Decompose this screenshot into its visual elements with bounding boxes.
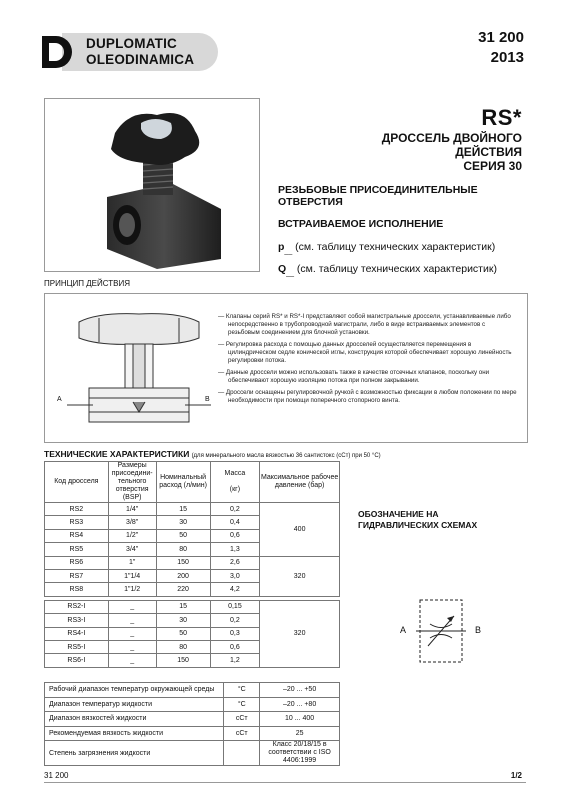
pressure-note: (см. таблицу технических характеристик) xyxy=(295,241,496,253)
principle-point: — Клапаны серий RS* и RS*-I представляют собой магистральные дроссели, устанавливаемые либо непосредственно в трубопроводной магистрали, либо в виде встраиваемых элементов с резьбовым соединением для блочной установки. xyxy=(218,313,511,336)
cell-size: _ xyxy=(108,600,156,613)
cell-flow: 80 xyxy=(156,640,210,653)
cell-param: Диапазон температур жидкости xyxy=(45,697,224,712)
footer-document-number: 31 200 xyxy=(44,771,69,780)
table-row xyxy=(45,556,340,569)
cell-pressure: 320 xyxy=(260,600,340,667)
cell-code: RS6 xyxy=(45,556,109,569)
table-row xyxy=(45,683,340,698)
symbol-heading-line-2: ГИДРАВЛИЧЕСКИХ СХЕМАХ xyxy=(358,520,478,530)
principle-point: — Данные дроссели можно использовать также в качестве отсечных клапанов, поскольку они обеспечивают хорошую изоляцию потока при полном закрывании. xyxy=(218,369,490,384)
cell-size: 1" xyxy=(108,556,156,569)
symbol-port-b-label: B xyxy=(475,625,482,635)
cell-flow: 200 xyxy=(156,569,210,582)
cell-param: Рабочий диапазон температур окружающей среды xyxy=(45,683,224,698)
cell-code: RS3 xyxy=(45,516,109,529)
specs-heading xyxy=(44,449,381,459)
cell-pressure: 400 xyxy=(260,503,340,557)
specs-title: ТЕХНИЧЕСКИЕ ХАРАКТЕРИСТИКИ xyxy=(44,449,190,459)
cell-size: 1"1/4 xyxy=(108,569,156,582)
cell-mass: 0,15 xyxy=(210,600,260,613)
pressure-symbol: p xyxy=(278,241,285,253)
cell-unit: °С xyxy=(224,697,260,712)
cell-flow: 30 xyxy=(156,614,210,627)
cell-mass: 0,6 xyxy=(210,640,260,653)
cell-mass: 3,0 xyxy=(210,569,260,582)
pressure-subscript: __ xyxy=(284,248,293,256)
cell-unit xyxy=(224,741,260,766)
cell-size: 3/8" xyxy=(108,516,156,529)
table-row xyxy=(45,741,340,766)
cell-code: RS8 xyxy=(45,583,109,596)
feature-threaded-ports xyxy=(278,184,478,208)
cell-unit: сСт xyxy=(224,712,260,727)
cell-mass: 1,2 xyxy=(210,654,260,667)
table-row xyxy=(45,697,340,712)
symbol-port-a-label: A xyxy=(400,625,407,635)
principle-text xyxy=(218,313,518,409)
cell-value: 25 xyxy=(260,726,340,741)
cell-size: _ xyxy=(108,614,156,627)
duplomatic-logo-icon xyxy=(38,32,78,72)
specs-subtitle: (для минерального масла вязкостью 36 сантистокс (сСт) при 50 °С) xyxy=(191,453,381,459)
product-photo xyxy=(44,98,260,272)
document-number: 31 200 xyxy=(478,29,524,46)
cell-value: –20 ... +80 xyxy=(260,697,340,712)
section-port-b-label: B xyxy=(205,396,210,403)
cell-value: 10 ... 400 xyxy=(260,712,340,727)
col-header-mass-unit: (кг) xyxy=(229,486,241,493)
principle-point: — Дроссели оснащены регулировочной ручкой с возможностью фиксации в любом положении по мере необходимости при помощи поперечного стопорного винта. xyxy=(218,389,517,404)
valve-section-drawing-icon xyxy=(59,304,219,432)
cell-size: 1/4" xyxy=(108,503,156,516)
cell-code: RS5 xyxy=(45,543,109,556)
cell-mass: 4,2 xyxy=(210,583,260,596)
flow-subscript: __ xyxy=(286,270,294,278)
brand-line-1: DUPLOMATIC xyxy=(86,36,177,51)
brand-line-2: OLEODINAMICA xyxy=(86,52,195,67)
footer-divider xyxy=(44,782,526,783)
cell-flow: 150 xyxy=(156,556,210,569)
cell-flow: 30 xyxy=(156,516,210,529)
table-header-row xyxy=(45,462,340,503)
flow-symbol: Q xyxy=(278,263,287,275)
symbol-heading xyxy=(358,509,477,531)
symbol-heading-line-1: ОБОЗНАЧЕНИЕ НА xyxy=(358,509,439,519)
cell-flow: 220 xyxy=(156,583,210,596)
cell-unit: °С xyxy=(224,683,260,698)
table-row xyxy=(45,503,340,516)
cell-mass: 0,4 xyxy=(210,516,260,529)
cell-mass: 2,6 xyxy=(210,556,260,569)
cell-value: –20 ... +50 xyxy=(260,683,340,698)
cell-size: 1"1/2 xyxy=(108,583,156,596)
pressure-spec xyxy=(278,241,495,255)
cell-flow: 15 xyxy=(156,503,210,516)
cell-param: Диапазон вязкостей жидкости xyxy=(45,712,224,727)
cell-flow: 15 xyxy=(156,600,210,613)
cell-size: 1/2" xyxy=(108,529,156,542)
col-header-size: Размеры присоедини-тельного отверстия (BSP) xyxy=(108,462,156,503)
document-number-block xyxy=(478,28,524,68)
col-header-flow: Номинальный расход (л/мин) xyxy=(156,462,210,503)
col-header-mass xyxy=(210,462,260,503)
col-header-mass-label: Масса xyxy=(224,470,246,477)
product-title-block xyxy=(382,105,522,173)
cell-mass: 0,3 xyxy=(210,627,260,640)
cell-unit: сСт xyxy=(224,726,260,741)
table-row xyxy=(45,600,340,613)
product-title-line-2: ДЕЙСТВИЯ xyxy=(455,145,522,159)
cell-code: RS2 xyxy=(45,503,109,516)
cell-code: RS7 xyxy=(45,569,109,582)
principle-point: — Регулировка расхода с помощью данных дросселей осуществляется перемещения в цилиндрическом седле конической иглы, конструкция которой обеспечивает хорошую линейность регулировки потока. xyxy=(218,341,512,364)
operating-conditions-table xyxy=(44,682,340,766)
cell-code: RS5-I xyxy=(45,640,109,653)
table-row xyxy=(45,726,340,741)
cell-code: RS4-I xyxy=(45,627,109,640)
flow-note: (см. таблицу технических характеристик) xyxy=(296,263,497,275)
section-port-a-label: A xyxy=(57,396,62,403)
table-row xyxy=(45,712,340,727)
cell-flow: 150 xyxy=(156,654,210,667)
cell-code: RS2-I xyxy=(45,600,109,613)
cell-size: _ xyxy=(108,654,156,667)
cell-size: _ xyxy=(108,640,156,653)
footer-page-number: 1/2 xyxy=(510,771,522,780)
product-code: RS* xyxy=(481,105,522,130)
cell-mass: 1,3 xyxy=(210,543,260,556)
cell-mass: 0,6 xyxy=(210,529,260,542)
col-header-pressure: Максимальное рабочее давление (бар) xyxy=(260,462,340,503)
product-title-line-1: ДРОССЕЛЬ ДВОЙНОГО xyxy=(381,131,522,145)
cell-param: Степень загрязнения жидкости xyxy=(45,741,224,766)
specs-table xyxy=(44,461,340,668)
throttle-valve-photo-icon xyxy=(45,99,259,271)
cell-mass: 0,2 xyxy=(210,614,260,627)
cell-code: RS6-I xyxy=(45,654,109,667)
cell-flow: 50 xyxy=(156,529,210,542)
flow-spec xyxy=(278,263,497,277)
feature-threaded-ports-line-2: ОТВЕРСТИЯ xyxy=(278,196,343,208)
cell-mass: 0,2 xyxy=(210,503,260,516)
cell-code: RS4 xyxy=(45,529,109,542)
hydraulic-throttle-symbol-icon xyxy=(416,596,466,666)
col-header-code: Код дросселя xyxy=(45,462,109,503)
document-year: 2013 xyxy=(490,49,524,66)
feature-cartridge: ВСТРАИВАЕМОЕ ИСПОЛНЕНИЕ xyxy=(278,218,444,230)
cell-flow: 50 xyxy=(156,627,210,640)
product-series: СЕРИЯ 30 xyxy=(463,159,522,173)
principle-caption: ПРИНЦИП ДЕЙСТВИЯ xyxy=(44,279,131,288)
cell-param: Рекомендуемая вязкость жидкости xyxy=(45,726,224,741)
cell-pressure: 320 xyxy=(260,556,340,596)
cell-size: _ xyxy=(108,627,156,640)
feature-threaded-ports-line-1: РЕЗЬБОВЫЕ ПРИСОЕДИНИТЕЛЬНЫЕ xyxy=(278,184,478,196)
cell-size: 3/4" xyxy=(108,543,156,556)
brand-name xyxy=(86,36,194,68)
cell-flow: 80 xyxy=(156,543,210,556)
cell-value: Класс 20/18/15 в соответствии с ISO 4406:1999 xyxy=(260,741,340,766)
cell-code: RS3-I xyxy=(45,614,109,627)
